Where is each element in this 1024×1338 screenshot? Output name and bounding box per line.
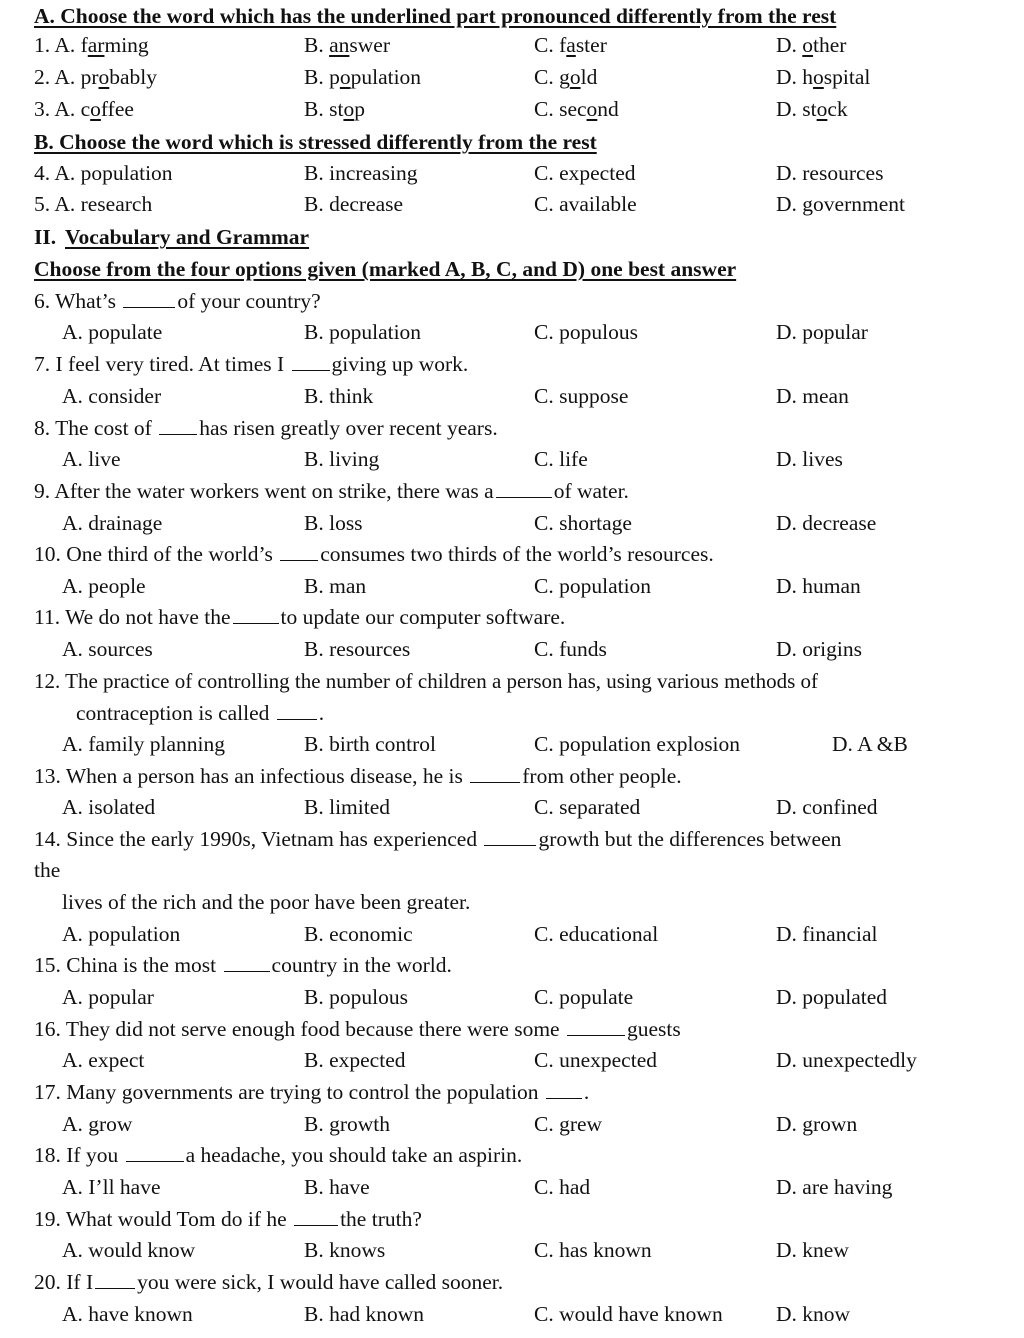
question-15-options <box>0 981 1024 1013</box>
question-14-stem-cont <box>0 854 1024 886</box>
q4-option-c: C. expected <box>534 161 636 185</box>
question-17-options <box>0 1108 1024 1140</box>
q1-option-c: C. faster <box>534 33 607 57</box>
question-4 <box>0 157 1024 189</box>
q13-text: 13. When a person has an infectious disease, he is from other people. <box>34 764 682 788</box>
question-16-options <box>0 1044 1024 1076</box>
question-8-stem <box>0 412 1024 444</box>
q18-option-b: B. have <box>304 1175 370 1199</box>
q2-option-c: C. gold <box>534 65 598 89</box>
question-15-stem <box>0 949 1024 981</box>
q16-option-b: B. expected <box>304 1048 406 1072</box>
q3-option-d: D. stock <box>776 97 848 121</box>
q12-option-c: C. population explosion <box>534 732 741 756</box>
question-7-options <box>0 380 1024 412</box>
question-5 <box>0 188 1024 220</box>
question-13-options <box>0 791 1024 823</box>
q9-option-b: B. loss <box>304 511 363 535</box>
question-2 <box>0 61 1024 93</box>
q17-option-c: C. grew <box>534 1112 603 1136</box>
q12-option-a: A. family planning <box>62 732 226 756</box>
q2-option-b: B. population <box>304 65 422 89</box>
q7-option-c: C. suppose <box>534 384 629 408</box>
q6-option-c: C. populous <box>534 320 638 344</box>
q13-option-c: C. separated <box>534 795 641 819</box>
q16-option-a: A. expect <box>62 1048 145 1072</box>
q15-option-b: B. populous <box>304 985 408 1009</box>
question-11-options <box>0 633 1024 665</box>
question-19-options <box>0 1234 1024 1266</box>
section-ii-title: II. Vocabulary and Grammar <box>34 225 310 249</box>
q10-option-b: B. man <box>304 574 367 598</box>
q14-text-wrap: the <box>34 858 61 882</box>
q13-option-d: D. confined <box>776 795 878 819</box>
q8-option-d: D. lives <box>776 447 843 471</box>
q7-option-d: D. mean <box>776 384 849 408</box>
question-12-stem-cont <box>0 697 1024 729</box>
q4-option-b: B. increasing <box>304 161 418 185</box>
q1-option-a: 1. A. farming <box>34 33 149 57</box>
question-6-stem <box>0 285 1024 317</box>
q20-option-d: D. know <box>776 1302 851 1326</box>
question-20-options <box>0 1298 1024 1330</box>
question-3 <box>0 93 1024 125</box>
question-20-stem <box>0 1266 1024 1298</box>
q11-text: 11. We do not have the to update our computer software. <box>34 605 566 629</box>
q5-option-d: D. government <box>776 192 905 216</box>
question-10-stem <box>0 538 1024 570</box>
question-16-stem <box>0 1013 1024 1045</box>
q11-option-d: D. origins <box>776 637 862 661</box>
q8-option-b: B. living <box>304 447 380 471</box>
q2-option-d: D. hospital <box>776 65 871 89</box>
q12-text-line1: 12. The practice of controlling the number of children a person has, using various methods of <box>34 669 818 693</box>
q10-text: 10. One third of the world’s consumes two thirds of the world’s resources. <box>34 542 714 566</box>
q18-option-a: A. I’ll have <box>62 1175 161 1199</box>
q14-option-d: D. financial <box>776 922 878 946</box>
section-a-title: A. Choose the word which has the underlined part pronounced differently from the rest <box>34 4 837 28</box>
question-1 <box>0 29 1024 61</box>
question-14-stem <box>0 823 1024 855</box>
q10-option-d: D. human <box>776 574 861 598</box>
q9-option-d: D. decrease <box>776 511 877 535</box>
q20-text: 20. If I you were sick, I would have called sooner. <box>34 1270 504 1294</box>
q9-option-c: C. shortage <box>534 511 632 535</box>
question-9-options <box>0 507 1024 539</box>
q9-option-a: A. drainage <box>62 511 163 535</box>
q15-option-d: D. populated <box>776 985 888 1009</box>
q5-option-c: C. available <box>534 192 637 216</box>
q15-text: 15. China is the most country in the world. <box>34 953 452 977</box>
q5-option-a: 5. A. research <box>34 192 153 216</box>
q8-text: 8. The cost of has risen greatly over recent years. <box>34 416 498 440</box>
q7-option-a: A. consider <box>62 384 162 408</box>
q7-option-b: B. think <box>304 384 374 408</box>
q1-option-d: D. other <box>776 33 847 57</box>
question-18-options <box>0 1171 1024 1203</box>
question-10-options <box>0 570 1024 602</box>
question-14-options <box>0 918 1024 950</box>
q16-text: 16. They did not serve enough food because there were some guests <box>34 1017 681 1041</box>
q19-option-b: B. knows <box>304 1238 386 1262</box>
q19-option-d: D. knew <box>776 1238 849 1262</box>
q19-option-c: C. has known <box>534 1238 652 1262</box>
q6-option-a: A. populate <box>62 320 163 344</box>
q18-option-d: D. are having <box>776 1175 893 1199</box>
q8-option-a: A. live <box>62 447 121 471</box>
question-8-options <box>0 443 1024 475</box>
q8-option-c: C. life <box>534 447 588 471</box>
question-9-stem <box>0 475 1024 507</box>
q17-option-d: D. grown <box>776 1112 858 1136</box>
question-12-stem <box>0 665 1024 697</box>
q17-option-b: B. growth <box>304 1112 390 1136</box>
q16-option-c: C. unexpected <box>534 1048 657 1072</box>
q14-option-b: B. economic <box>304 922 413 946</box>
q19-text: 19. What would Tom do if he the truth? <box>34 1207 422 1231</box>
q12-option-b: B. birth control <box>304 732 436 756</box>
q17-text: 17. Many governments are trying to control the population . <box>34 1080 590 1104</box>
question-14-stem-cont2 <box>0 886 1024 918</box>
q17-option-a: A. grow <box>62 1112 133 1136</box>
q11-option-b: B. resources <box>304 637 411 661</box>
q13-option-b: B. limited <box>304 795 390 819</box>
q14-option-c: C. educational <box>534 922 659 946</box>
q3-option-c: C. second <box>534 97 619 121</box>
q10-option-c: C. population <box>534 574 652 598</box>
q9-text: 9. After the water workers went on strike, there was a of water. <box>34 479 629 503</box>
question-6-options <box>0 316 1024 348</box>
q15-option-c: C. populate <box>534 985 634 1009</box>
q15-option-a: A. popular <box>62 985 154 1009</box>
q13-option-a: A. isolated <box>62 795 156 819</box>
q18-option-c: C. had <box>534 1175 591 1199</box>
q4-option-a: 4. A. population <box>34 161 173 185</box>
q20-option-a: A. have known <box>62 1302 193 1326</box>
q20-option-c: C. would have known <box>534 1302 723 1326</box>
q12-option-d: D. A &B <box>832 732 908 756</box>
question-11-stem <box>0 601 1024 633</box>
q16-option-d: D. unexpectedly <box>776 1048 917 1072</box>
q1-option-b: B. answer <box>304 33 390 57</box>
q6-option-b: B. population <box>304 320 422 344</box>
section-b-title: B. Choose the word which is stressed differently from the rest <box>34 130 597 154</box>
q2-option-a: 2. A. probably <box>34 65 158 89</box>
question-17-stem <box>0 1076 1024 1108</box>
q10-option-a: A. people <box>62 574 146 598</box>
q6-text: 6. What’s of your country? <box>34 289 321 313</box>
q7-text: 7. I feel very tired. At times I giving up work. <box>34 352 469 376</box>
q12-text-line2: contraception is called . <box>76 701 325 725</box>
question-19-stem <box>0 1203 1024 1235</box>
q14-text: 14. Since the early 1990s, Vietnam has experienced growth but the differences between <box>34 827 842 851</box>
q11-option-a: A. sources <box>62 637 153 661</box>
q3-option-b: B. stop <box>304 97 365 121</box>
q20-option-b: B. had known <box>304 1302 425 1326</box>
q11-option-c: C. funds <box>534 637 607 661</box>
q5-option-b: B. decrease <box>304 192 404 216</box>
q18-text: 18. If you a headache, you should take an aspirin. <box>34 1143 523 1167</box>
question-7-stem <box>0 348 1024 380</box>
question-18-stem <box>0 1139 1024 1171</box>
section-ii-instruction: Choose from the four options given (marked A, B, C, and D) one best answer <box>34 257 737 281</box>
question-12-options <box>0 728 1024 760</box>
q19-option-a: A. would know <box>62 1238 196 1262</box>
q14-text-line3: lives of the rich and the poor have been greater. <box>62 890 471 914</box>
q6-option-d: D. popular <box>776 320 868 344</box>
q4-option-d: D. resources <box>776 161 884 185</box>
q14-option-a: A. population <box>62 922 181 946</box>
question-13-stem <box>0 760 1024 792</box>
q3-option-a: 3. A. coffee <box>34 97 134 121</box>
